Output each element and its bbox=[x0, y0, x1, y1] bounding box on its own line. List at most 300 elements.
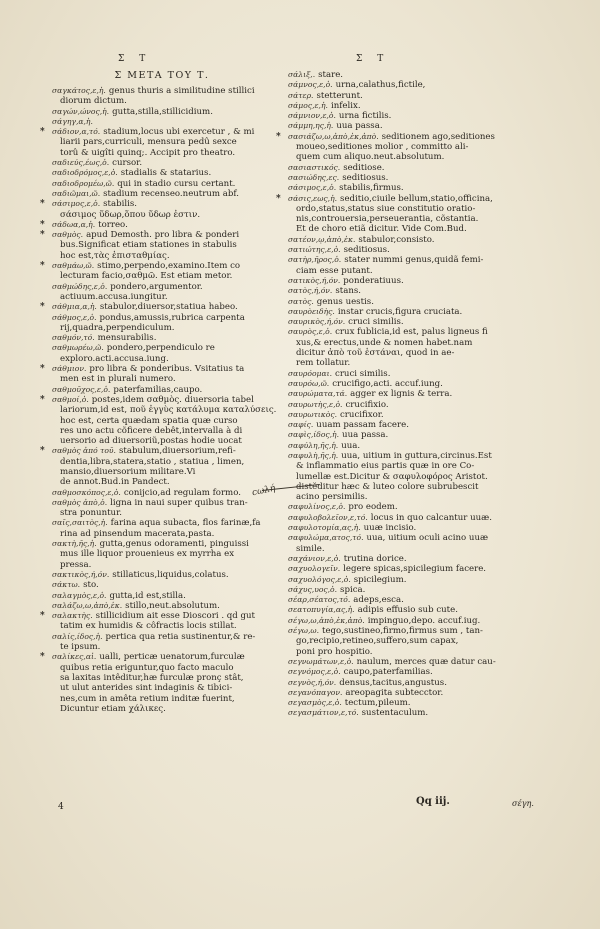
dictionary-entry bbox=[276, 523, 552, 533]
greek-headword: σάθμιον. bbox=[52, 364, 87, 374]
latin-definition: gutta,stilla,stillicidium. bbox=[112, 106, 213, 117]
latin-definition: ligna in naui super quibus tran- bbox=[110, 497, 248, 508]
dictionary-entry bbox=[276, 389, 552, 399]
dictionary-entry bbox=[276, 410, 552, 420]
dictionary-entry bbox=[276, 533, 552, 554]
asterisk-marker: * bbox=[40, 261, 45, 272]
definition-continuation: de annot.Bud.in Pandect. bbox=[60, 477, 170, 488]
greek-headword: σαγών,ώνος,ἡ. bbox=[52, 106, 110, 116]
dictionary-entry bbox=[40, 127, 278, 158]
latin-definition: stabulor,consisto. bbox=[358, 234, 435, 245]
latin-definition: crucifixor. bbox=[339, 409, 384, 420]
definition-continuation: ordo,status,status siue constitutio oratio- bbox=[296, 203, 476, 214]
definition-continuation: exploro.acti.accusa.iung. bbox=[60, 353, 169, 364]
dictionary-entry bbox=[40, 591, 278, 601]
latin-definition: paterfamilias,caupo. bbox=[113, 384, 203, 395]
latin-definition: urna,calathus,fictile, bbox=[335, 80, 426, 91]
dictionary-entry bbox=[276, 163, 552, 173]
greek-headword: σάδιον,α,τό. bbox=[52, 127, 101, 137]
asterisk-marker: * bbox=[276, 193, 281, 204]
dictionary-entry bbox=[276, 101, 552, 111]
dictionary-entry bbox=[40, 570, 278, 580]
greek-headword: σαθμωρέω,ῶ. bbox=[52, 343, 104, 353]
latin-definition: stadium recenseo.neutrum abf. bbox=[103, 188, 240, 199]
greek-headword: σακτικὸς,ή,όν. bbox=[52, 569, 110, 579]
latin-definition: stans. bbox=[335, 286, 361, 297]
greek-headword: σαδιεύς,έως,ὁ. bbox=[52, 158, 110, 168]
greek-headword: σαυρικὸς,ή,όν. bbox=[288, 317, 346, 327]
latin-definition: pro libra & ponderibus. Vsitatius ta bbox=[89, 364, 245, 375]
margin-note: ϲωλή bbox=[251, 483, 277, 499]
definition-continuation: go,recipio,retineo,suffero,sum capax, bbox=[296, 636, 459, 647]
dictionary-entry bbox=[40, 539, 278, 570]
latin-definition: ualli, perticæ uenatorum,furculæ bbox=[99, 652, 245, 663]
dictionary-entry bbox=[276, 70, 552, 80]
dictionary-entry bbox=[276, 502, 552, 512]
greek-headword: σαδιοδρομέω,ῶ. bbox=[52, 178, 115, 188]
asterisk-marker: * bbox=[276, 131, 281, 142]
definition-continuation: hoc est,τὰς ἐπισταθμίας. bbox=[60, 250, 170, 261]
definition-continuation: nis,controuersia,perseuerantia, cõstantia. bbox=[296, 214, 479, 225]
asterisk-marker: * bbox=[40, 302, 45, 313]
greek-headword: σεγασμὸς,ε,ὁ. bbox=[288, 698, 342, 708]
dictionary-entry bbox=[40, 395, 278, 446]
greek-headword: σάσιμος,ε,ὁ. bbox=[52, 199, 101, 209]
dictionary-entry bbox=[276, 441, 552, 451]
asterisk-marker: * bbox=[40, 652, 45, 663]
definition-continuation: lumellæ est.Dicitur & σαφυλοφόρος Aristot. bbox=[296, 471, 488, 482]
latin-definition: crucifixio. bbox=[345, 399, 389, 410]
definition-continuation: te ipsum. bbox=[60, 642, 101, 653]
latin-definition: stillicidium ait esse Dioscori . qd gut bbox=[95, 611, 256, 622]
greek-headword: σαφυλίνος,ε,ὁ. bbox=[288, 502, 346, 512]
latin-definition: genus uestis. bbox=[316, 296, 374, 307]
latin-definition: densus,tacitus,angustus. bbox=[339, 677, 447, 688]
latin-definition: stater nummi genus,quidã femi- bbox=[344, 255, 484, 266]
definition-continuation: actiuum.accusa.iungitur. bbox=[60, 291, 168, 302]
greek-headword: σεγασμάτιον,ε,τό. bbox=[288, 708, 359, 718]
definition-continuation: dicitur ἀπὸ τοῦ ἑστάναι, quod in ae- bbox=[296, 348, 455, 359]
latin-definition: locus in quo calcantur uuæ. bbox=[370, 512, 492, 523]
asterisk-marker: * bbox=[40, 199, 45, 210]
greek-headword: σαφυλοβολεῖον,ε,τό. bbox=[288, 512, 368, 522]
footer-signature: Qq iij. bbox=[416, 796, 450, 807]
dictionary-entry bbox=[276, 400, 552, 410]
dictionary-entry bbox=[276, 235, 552, 245]
definition-continuation: quibus retia eriguntur,quo facto maculo bbox=[60, 662, 234, 673]
greek-headword: σέγω,ω,ἀπὸ,ἐκ,ἀπὸ. bbox=[288, 615, 365, 625]
definition-continuation: men est in plurali numero. bbox=[60, 374, 176, 385]
greek-headword: σαχυολογεῖν. bbox=[288, 564, 341, 574]
latin-definition: sustentaculum. bbox=[361, 708, 429, 719]
greek-headword: σάμνιον,ε,ὁ. bbox=[288, 111, 336, 121]
dictionary-entry bbox=[276, 513, 552, 523]
dictionary-entry bbox=[276, 369, 552, 379]
latin-definition: uuam passam facere. bbox=[316, 420, 409, 431]
dictionary-entry bbox=[40, 117, 278, 127]
definition-continuation: mansio,diuersorium militare.Vi bbox=[60, 466, 196, 477]
definition-continuation: nes,cum in amêta retium inditæ fuerint, bbox=[60, 693, 235, 704]
dictionary-entry bbox=[40, 333, 278, 343]
definition-continuation: res uno actu cõficere debêt,intervalla à di bbox=[60, 425, 243, 436]
dictionary-entry bbox=[276, 286, 552, 296]
latin-definition: cruci similis. bbox=[348, 317, 404, 328]
greek-headword: σαυρὸς,ε,ὁ. bbox=[288, 327, 333, 337]
dictionary-entry bbox=[276, 420, 552, 430]
dictionary-entry bbox=[40, 261, 278, 282]
definition-continuation: bus.Significat etiam stationes in stabulis bbox=[60, 240, 237, 251]
dictionary-entry bbox=[276, 616, 552, 626]
latin-definition: uua passa. bbox=[336, 121, 383, 132]
greek-headword: σάμνος,ε,ὁ. bbox=[288, 80, 333, 90]
latin-definition: apud Demosth. pro libra & ponderi bbox=[86, 230, 240, 241]
dictionary-entry bbox=[276, 667, 552, 677]
latin-definition: legere spicas,spicilegium facere. bbox=[343, 564, 487, 575]
definition-continuation: poni pro hospitio. bbox=[296, 646, 373, 657]
latin-definition: cursor. bbox=[112, 158, 143, 169]
latin-definition: spicilegium. bbox=[353, 574, 407, 585]
definition-continuation: simile. bbox=[296, 543, 325, 554]
latin-definition: seditionem ago,seditiones bbox=[381, 131, 495, 142]
definition-continuation: diorum dictum. bbox=[60, 96, 127, 107]
dictionary-entry bbox=[40, 446, 278, 487]
latin-definition: stillo,neut.absolutum. bbox=[125, 600, 220, 611]
latin-definition: stabilis,firmus. bbox=[339, 183, 404, 194]
definition-continuation: uersorio ad diuersoriũ,postas hodie uocat bbox=[60, 436, 242, 447]
dictionary-entry bbox=[276, 698, 552, 708]
greek-headword: σαθμὸς ἀπὸ,ὁ. bbox=[52, 497, 108, 507]
greek-headword: σάχυς,υος,ὁ. bbox=[288, 584, 338, 594]
dictionary-entry bbox=[40, 313, 278, 334]
definition-continuation: ciam esse putant. bbox=[296, 265, 373, 276]
latin-definition: seditiosus. bbox=[342, 172, 389, 183]
definition-continuation: pressa. bbox=[60, 559, 92, 570]
latin-definition: stadialis & statarius. bbox=[120, 168, 212, 179]
latin-definition: impinguo,depo. accuf.iug. bbox=[367, 615, 481, 626]
greek-headword: σαθμάω,ῶ. bbox=[52, 261, 95, 271]
dictionary-entry bbox=[276, 307, 552, 317]
asterisk-marker: * bbox=[40, 446, 45, 457]
greek-headword: σαφὶς,ίδος,ἡ. bbox=[288, 430, 340, 440]
latin-definition: caupo,paterfamilias. bbox=[343, 667, 433, 678]
latin-definition: farina aqua subacta, flos farinæ,fa bbox=[110, 518, 261, 529]
latin-definition: urna fictilis. bbox=[338, 111, 392, 122]
dictionary-entry bbox=[40, 86, 278, 107]
dictionary-entry bbox=[276, 554, 552, 564]
dictionary-entry bbox=[40, 179, 278, 189]
latin-definition: uuæ incisio. bbox=[363, 523, 417, 534]
dictionary-entry bbox=[276, 132, 552, 163]
latin-definition: stetterunt. bbox=[316, 90, 363, 101]
latin-definition: pertica qua retia sustinentur,& re- bbox=[105, 631, 256, 642]
latin-definition: trutina dorice. bbox=[343, 553, 407, 564]
latin-definition: pro eodem. bbox=[348, 502, 398, 513]
definition-continuation: distĕditur hæc & luteo colore subrubescit bbox=[296, 481, 479, 492]
dictionary-entry bbox=[276, 451, 552, 502]
greek-headword: σεγνωμάτων,ε,ὁ. bbox=[288, 656, 354, 666]
latin-definition: stabulor,diuersor,statiua habeo. bbox=[99, 302, 238, 313]
latin-definition: stimo,perpendo,examino.Item co bbox=[97, 261, 241, 272]
greek-headword: σαθμοί,ὁ. bbox=[52, 394, 89, 404]
dictionary-entry bbox=[276, 585, 552, 595]
greek-headword: σατέον,ῳ,ἀπὸ,ἐκ. bbox=[288, 234, 356, 244]
latin-definition: crucifigo,acti. accuf.iung. bbox=[332, 378, 443, 389]
latin-definition: gutta,id est,stilla. bbox=[109, 590, 186, 601]
greek-headword: σεγανόπαγον. bbox=[288, 687, 343, 697]
latin-definition: adipis effusio sub cute. bbox=[357, 605, 458, 616]
greek-headword: σασιάζω,ω,ἀπὸ,ἐκ,ἀπὸ. bbox=[288, 131, 379, 141]
greek-headword: σαθμὸς ἀπό τοῦ. bbox=[52, 446, 116, 456]
greek-headword: σάγηγ,α,ἡ. bbox=[52, 116, 93, 126]
dictionary-entry bbox=[276, 379, 552, 389]
greek-headword: σαθμοσκόπος,ε,ὁ. bbox=[52, 487, 121, 497]
latin-definition: stabulum,diuersorium,refi- bbox=[118, 446, 236, 457]
latin-definition: naulum, merces quæ datur cau- bbox=[356, 656, 496, 667]
definition-continuation: torû & uigîti quinq;. Accipit pro theatro. bbox=[60, 147, 236, 158]
definition-continuation: lecturam facio,σαθμῶ. Est etiam metor. bbox=[60, 271, 233, 282]
latin-definition: mensurabilis. bbox=[97, 333, 157, 344]
left-column bbox=[40, 86, 278, 714]
greek-headword: σαδιοδρόμος,ε,ὁ. bbox=[52, 168, 118, 178]
definition-continuation: quem cum aliquo.neut.absolutum. bbox=[296, 152, 445, 163]
footer-page-number: 4 bbox=[58, 802, 64, 812]
dictionary-entry bbox=[276, 173, 552, 183]
greek-headword: σαθμοῦχος,ε,ὁ. bbox=[52, 384, 111, 394]
greek-headword: σαφίς. bbox=[288, 420, 314, 430]
dictionary-entry bbox=[276, 575, 552, 585]
greek-headword: σάσιμος,ε,ὁ. bbox=[288, 183, 337, 193]
dictionary-entry bbox=[276, 595, 552, 605]
dictionary-entry bbox=[276, 688, 552, 698]
latin-definition: areopagita subtecctor. bbox=[345, 687, 444, 698]
greek-headword: σαυρόομαι. bbox=[288, 368, 332, 378]
dictionary-entry bbox=[40, 364, 278, 385]
dictionary-entry bbox=[276, 327, 552, 368]
latin-definition: ponderatiuus. bbox=[343, 275, 404, 286]
definition-continuation: moueo,seditiones molior , committo ali- bbox=[296, 142, 469, 153]
greek-headword: σατικὸς,ή,όν. bbox=[288, 275, 341, 285]
greek-headword: σαθμόν,τό. bbox=[52, 333, 95, 343]
latin-definition: conijcio,ad regulam formo. bbox=[123, 487, 241, 498]
dictionary-entry bbox=[276, 183, 552, 193]
greek-headword: σεγνὸς,ή,όν. bbox=[288, 677, 337, 687]
asterisk-marker: * bbox=[40, 364, 45, 375]
latin-definition: tectum,pileum. bbox=[344, 698, 411, 709]
latin-definition: infelix. bbox=[330, 100, 361, 111]
greek-headword: σέαρ,σέατος,τό. bbox=[288, 595, 351, 605]
definition-continuation: Et de choro etiã dicitur. Vide Com.Bud. bbox=[296, 224, 467, 235]
greek-headword: σαλίς,ίδος,ἡ. bbox=[52, 631, 103, 641]
latin-definition: pondero,perpendiculo re bbox=[106, 343, 215, 354]
definition-continuation: xus,& erectus,unde & nomen habet.nam bbox=[296, 337, 473, 348]
latin-definition: uua passa. bbox=[342, 430, 389, 441]
dictionary-entry bbox=[40, 580, 278, 590]
greek-headword: σάκτω. bbox=[52, 580, 81, 590]
dictionary-entry bbox=[40, 158, 278, 168]
dictionary-entry bbox=[40, 498, 278, 519]
latin-definition: tego,sustineo,firmo,firmus sum , tan- bbox=[322, 626, 483, 637]
dictionary-entry bbox=[276, 430, 552, 440]
greek-headword: σαθμὸς. bbox=[52, 230, 84, 240]
dictionary-entry bbox=[40, 488, 278, 498]
greek-headword: σάμος,ε,ἡ. bbox=[288, 100, 328, 110]
latin-definition: stare. bbox=[318, 70, 344, 80]
definition-continuation: dentia,libra,statera,statio , statiua , limen, bbox=[60, 456, 245, 467]
dictionary-entry bbox=[40, 189, 278, 199]
latin-definition: crux fublicia,id est, palus ligneus fi bbox=[335, 327, 488, 338]
definition-continuation: & inflammatio eius partis quæ in ore Co- bbox=[296, 461, 475, 472]
greek-headword: σαγκάτος,ε,ἡ. bbox=[52, 86, 106, 95]
greek-headword: σαδιῶμαι,ῶ. bbox=[52, 188, 101, 198]
greek-headword: σάδωα,α,ἡ. bbox=[52, 219, 96, 229]
greek-headword: σατιώτης,ε,ὁ. bbox=[288, 245, 341, 255]
asterisk-marker: * bbox=[40, 127, 45, 138]
greek-headword: σαυρὸειδὴς. bbox=[288, 306, 335, 316]
greek-headword: σαλίκες,αἱ. bbox=[52, 652, 97, 662]
dictionary-entry bbox=[40, 199, 278, 220]
greek-headword: σατὴρ,ῆρος,ὁ. bbox=[288, 255, 342, 265]
definition-continuation: ut ulut anterides sint indaginis & tibici- bbox=[60, 683, 233, 694]
latin-definition: sto. bbox=[83, 580, 99, 591]
dictionary-entry bbox=[276, 194, 552, 235]
latin-definition: gutta,genus odoramenti, pinguissi bbox=[99, 539, 249, 550]
greek-headword: σατὸς,ή,όν. bbox=[288, 286, 333, 296]
greek-headword: σάμμη,ης,ἡ. bbox=[288, 121, 334, 131]
greek-headword: σαχυολόγος,ε,ὁ. bbox=[288, 574, 351, 584]
latin-definition: pondero,argumentor. bbox=[110, 281, 203, 292]
dictionary-entry bbox=[276, 245, 552, 255]
dictionary-entry bbox=[40, 343, 278, 364]
latin-definition: stillaticus,liquidus,colatus. bbox=[112, 569, 229, 580]
latin-definition: cruci similis. bbox=[335, 368, 391, 379]
dictionary-entry bbox=[276, 121, 552, 131]
greek-headword: σαυρώματα,τά. bbox=[288, 389, 348, 399]
latin-definition: pondus,amussis,rubrica carpenta bbox=[99, 312, 245, 323]
greek-headword: σεγνόμος,ε,ὁ. bbox=[288, 667, 341, 677]
definition-continuation: rij,quadra,perpendiculum. bbox=[60, 322, 175, 333]
greek-headword: σαλαγμὸς,ε,ὁ. bbox=[52, 590, 107, 600]
greek-headword: σαλακτὴς. bbox=[52, 611, 93, 621]
greek-headword: σάθμια,α,ἡ. bbox=[52, 302, 97, 312]
dictionary-entry bbox=[40, 282, 278, 303]
greek-headword: σέγω,ω. bbox=[288, 626, 320, 636]
dictionary-entry bbox=[276, 91, 552, 101]
latin-definition: agger ex lignis & terra. bbox=[350, 389, 453, 400]
asterisk-marker: * bbox=[40, 394, 45, 405]
greek-headword: σασιαστικός. bbox=[288, 162, 341, 172]
dictionary-entry bbox=[276, 111, 552, 121]
header-left: Σ Τ bbox=[118, 54, 152, 64]
definition-continuation: liarii pars,curriculi, mensura pedû sexce bbox=[60, 137, 237, 148]
dictionary-entry bbox=[276, 708, 552, 718]
greek-headword: σαλάζω,ω,ἀπὸ,ἐκ. bbox=[52, 600, 123, 610]
latin-definition: torreo. bbox=[98, 219, 128, 230]
greek-headword: σαυρωτὴς,ε,ὁ. bbox=[288, 399, 343, 409]
latin-definition: seditiose. bbox=[343, 162, 385, 173]
greek-headword: σακτὴ,ῆς,ἡ. bbox=[52, 539, 97, 549]
latin-definition: adeps,esca. bbox=[353, 595, 404, 606]
dictionary-entry bbox=[40, 652, 278, 714]
greek-headword: σαθμώδης,ε,ὁ. bbox=[52, 281, 108, 291]
latin-definition: uua, uitium in guttura,circinus.Est bbox=[341, 450, 492, 461]
greek-headword: σάτερ. bbox=[288, 90, 314, 100]
definition-continuation: stra ponuntur. bbox=[60, 508, 122, 519]
greek-headword: σαφυλώμα,ατος,τό. bbox=[288, 533, 364, 543]
asterisk-marker: * bbox=[40, 611, 45, 622]
dictionary-entry bbox=[276, 657, 552, 667]
definition-continuation: rina ad pinsendum macerata,pasta. bbox=[60, 528, 215, 539]
latin-definition: qui in stadio cursu certant. bbox=[117, 178, 236, 189]
greek-headword: σεατοπυγία,ας,ἡ. bbox=[288, 605, 355, 615]
latin-definition: uua. bbox=[341, 440, 361, 451]
dictionary-entry bbox=[40, 302, 278, 312]
header-right: Σ Τ bbox=[356, 54, 390, 64]
footer-catchword: σέγη. bbox=[512, 799, 534, 808]
dictionary-entry bbox=[276, 255, 552, 276]
latin-definition: stadium,locus ubi exercetur , & mi bbox=[103, 127, 255, 138]
dictionary-entry bbox=[276, 276, 552, 286]
latin-definition: spica. bbox=[340, 584, 366, 595]
dictionary-entry bbox=[276, 605, 552, 615]
latin-definition: stabilis. bbox=[103, 199, 138, 210]
definition-continuation: hoc est, certa quædam spatia quæ curso bbox=[60, 415, 238, 426]
dictionary-entry bbox=[40, 385, 278, 395]
greek-headword: σάλιξ,. bbox=[288, 70, 316, 79]
dictionary-entry bbox=[40, 601, 278, 611]
latin-definition: uua, uitium oculi acino uuæ bbox=[366, 533, 489, 544]
greek-headword: σαφύλη,ῆς,ἡ. bbox=[288, 440, 339, 450]
greek-headword: σατὸς. bbox=[288, 296, 314, 306]
dictionary-entry bbox=[276, 317, 552, 327]
dictionary-entry bbox=[276, 626, 552, 657]
asterisk-marker: * bbox=[40, 230, 45, 241]
definition-continuation: lariorum,id est, ποῦ ἐγγὺς κατάλυμα καταλύσεις. bbox=[60, 405, 277, 416]
greek-headword: σάσις,εως,ἡ. bbox=[288, 193, 338, 203]
asterisk-marker: * bbox=[40, 219, 45, 230]
dictionary-entry bbox=[40, 107, 278, 117]
definition-continuation: rem tollatur. bbox=[296, 358, 351, 369]
greek-headword: σαφυλοτομία,ας,ἡ. bbox=[288, 523, 361, 533]
latin-definition: postes,idem σαθμὸς. diuersoria tabel bbox=[91, 394, 254, 405]
dictionary-entry bbox=[276, 564, 552, 574]
latin-definition: seditio,ciuile bellum,statio,officina, bbox=[340, 193, 493, 204]
definition-continuation: acino persimilis. bbox=[296, 492, 368, 503]
dictionary-entry bbox=[276, 678, 552, 688]
dictionary-entry bbox=[40, 168, 278, 178]
dictionary-entry bbox=[40, 611, 278, 632]
definition-continuation: mus ille liquor prouenieus ex myrrha ex bbox=[60, 549, 235, 560]
dictionary-entry bbox=[40, 632, 278, 653]
definition-continuation: σάσιμος ὕδωρ,ὅπου ὕδωρ ἐστιν. bbox=[60, 209, 201, 220]
greek-headword: σαῖς,σαιτὸς,ἡ. bbox=[52, 518, 108, 528]
latin-definition: genus thuris a similitudine stillici bbox=[108, 86, 255, 96]
greek-headword: σαυρόω,ῶ. bbox=[288, 378, 330, 388]
definition-continuation: sa laxitas intêditur,hæ furculæ pronç stât, bbox=[60, 672, 244, 683]
greek-headword: σαφυλὴ,ῆς,ἡ. bbox=[288, 450, 339, 460]
greek-headword: σαχάνιον,ε,ὁ. bbox=[288, 553, 341, 563]
definition-continuation: tatim ex humidis & côfractis locis stillat. bbox=[60, 621, 237, 632]
greek-headword: σαυρωτικὸς. bbox=[288, 409, 337, 419]
dictionary-entry bbox=[40, 518, 278, 539]
definition-continuation: Dicuntur etiam χάλικες. bbox=[60, 703, 166, 714]
greek-headword: σάθμος,ε,ὁ. bbox=[52, 312, 97, 322]
latin-definition: instar crucis,figura cruciata. bbox=[337, 306, 463, 317]
dictionary-entry bbox=[276, 297, 552, 307]
dictionary-entry bbox=[40, 230, 278, 261]
right-column bbox=[276, 70, 552, 719]
latin-definition: seditiosus. bbox=[343, 245, 390, 256]
greek-headword: σασιώδης,ες. bbox=[288, 172, 340, 182]
